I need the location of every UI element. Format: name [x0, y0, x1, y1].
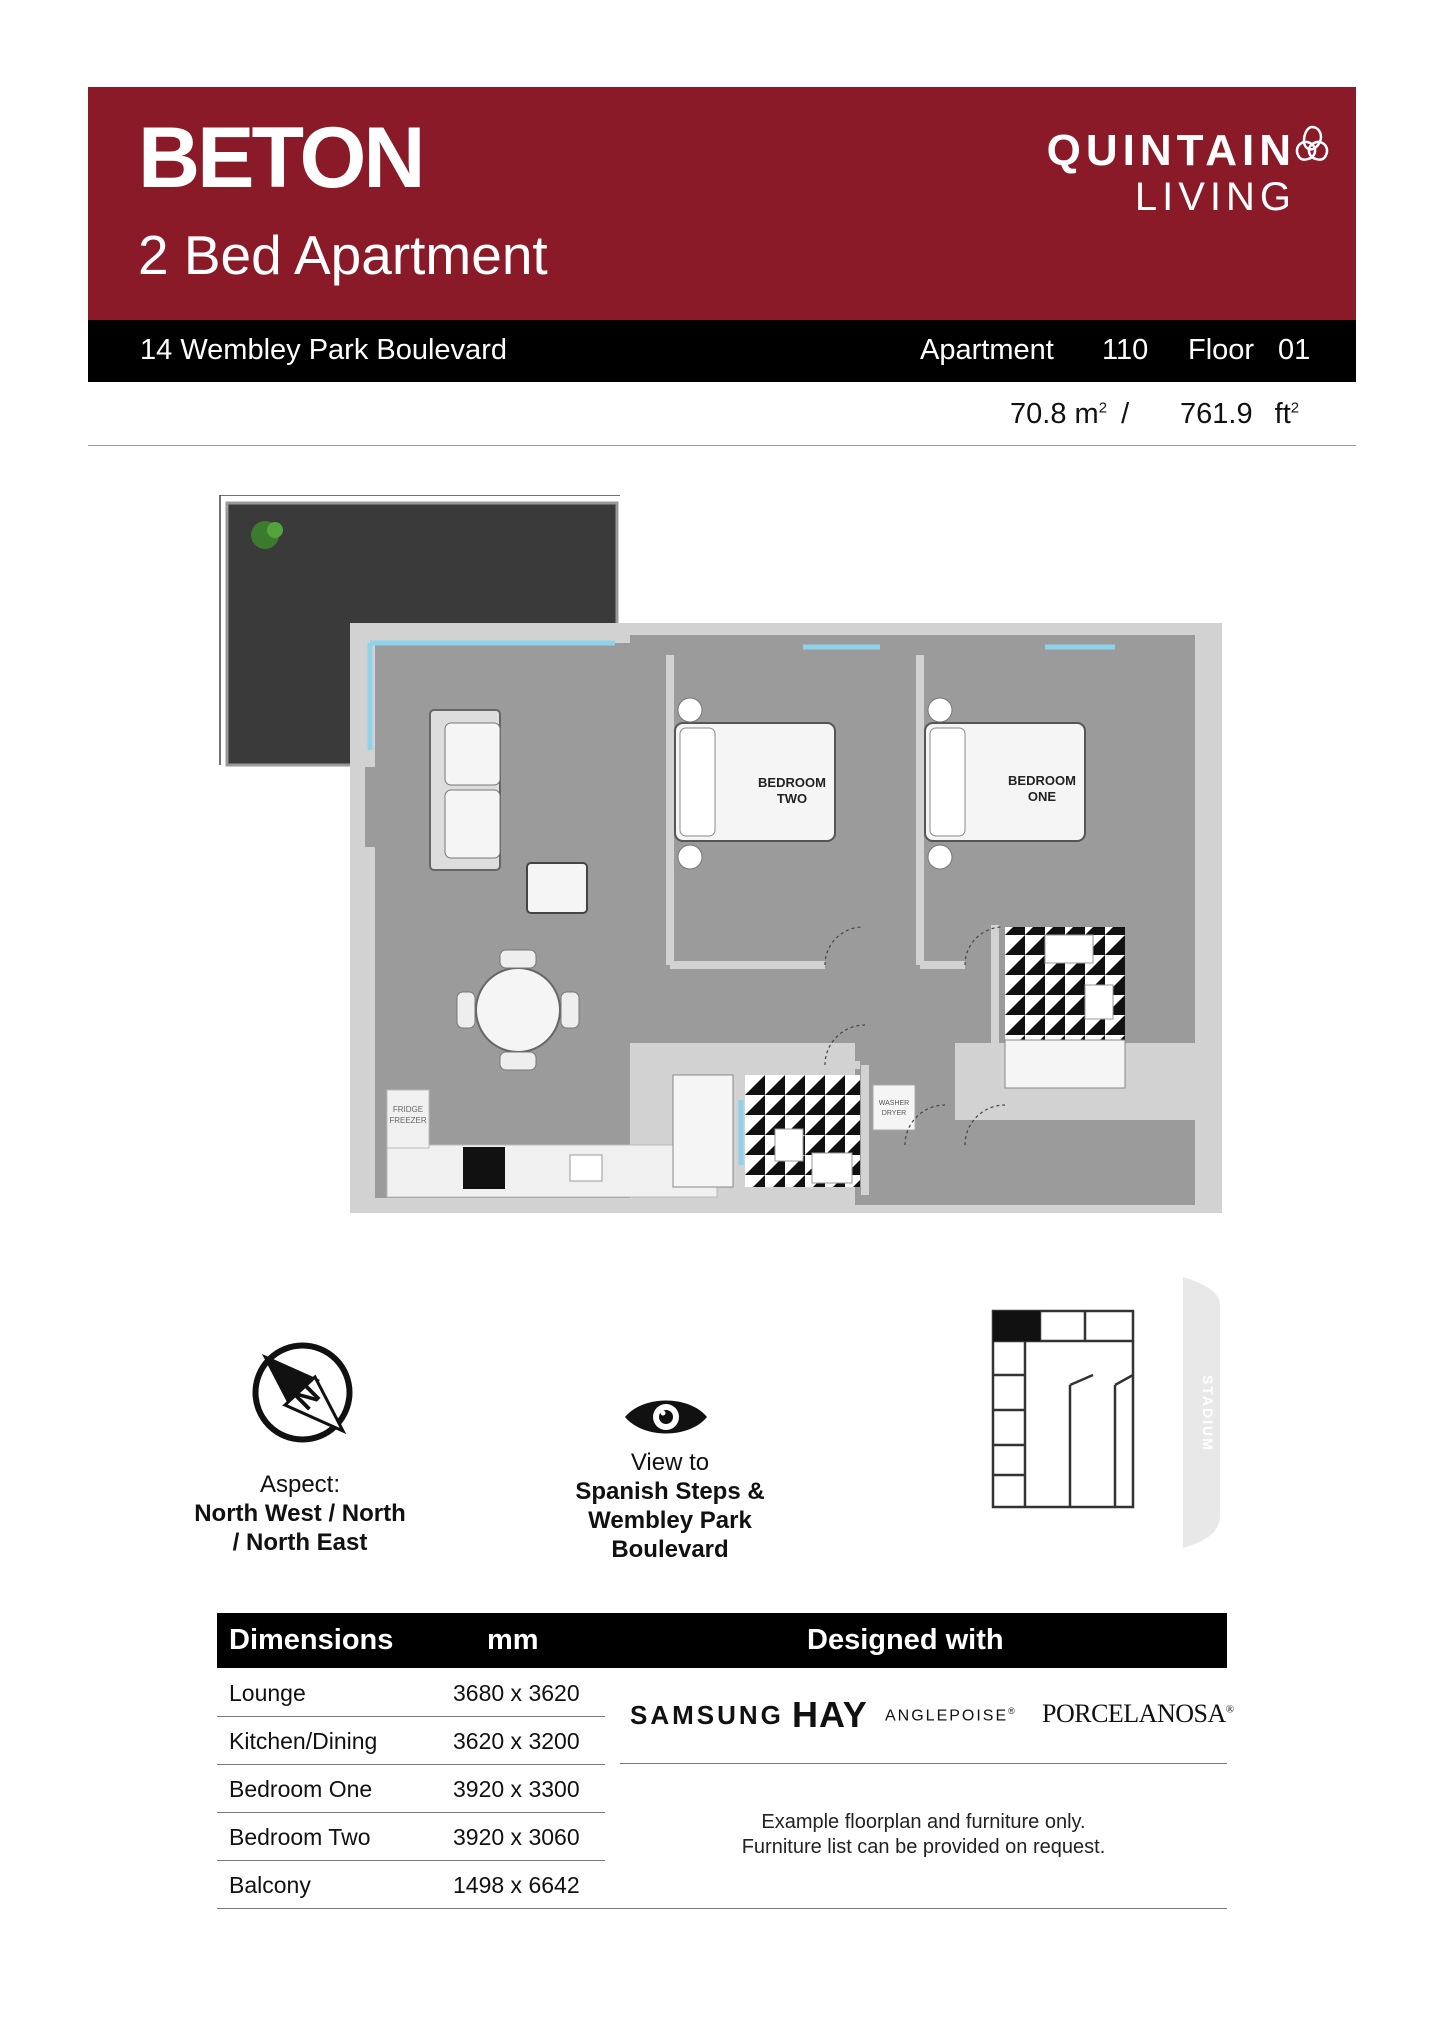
logo-word-living: LIVING — [1134, 175, 1296, 219]
logo-word-quintain: QUINTAIN — [1046, 126, 1296, 175]
room-size: 1498 x 6642 — [453, 1872, 580, 1898]
hob-icon — [463, 1147, 505, 1189]
view-line-3: Boulevard — [611, 1536, 729, 1563]
building-key-plan — [985, 1275, 1225, 1550]
note-line-2: Furniture list can be provided on request. — [741, 1836, 1106, 1858]
aspect-line-2: / North East — [232, 1529, 368, 1556]
sofa-icon — [430, 710, 500, 870]
header-band — [88, 87, 1356, 320]
room-name: Bedroom Two — [229, 1824, 371, 1850]
bedroom-two-label-2: TWO — [776, 791, 808, 806]
disclaimer-note — [620, 1810, 1227, 1860]
room-size: 3920 x 3300 — [453, 1776, 580, 1802]
table-row — [217, 1668, 605, 1717]
room-size: 3920 x 3060 — [453, 1824, 580, 1850]
fridge-freezer-label: FRIDGE — [392, 1105, 424, 1114]
anglepoise-logo: ANGLEPOISE® — [885, 1706, 1017, 1725]
stadium-label: STADIUM — [1200, 1375, 1216, 1452]
washer-dryer-label: WASHER — [878, 1100, 910, 1107]
view-label: View to — [630, 1449, 710, 1476]
floor-number: 01 — [1278, 334, 1311, 366]
table-row — [217, 1812, 605, 1861]
area-sqft: 761.9 $ft^2$ — [1180, 398, 1300, 430]
bedroom-two-label: BEDROOM — [758, 775, 826, 790]
apartment-number: 110 — [1102, 334, 1149, 366]
room-name: Kitchen/Dining — [229, 1728, 378, 1754]
unit-header: mm — [487, 1624, 539, 1656]
quintain-living-logo — [996, 126, 1296, 229]
ensuite-bathroom — [1005, 927, 1125, 1088]
main-bathroom — [673, 1075, 860, 1187]
partner-logos — [620, 1668, 1234, 1764]
eye-icon — [623, 1393, 709, 1441]
svg-text:N: N — [288, 1378, 327, 1417]
sink-icon — [570, 1155, 602, 1181]
floor-label: Floor — [1188, 334, 1255, 366]
room-size: 3680 x 3620 — [453, 1680, 580, 1706]
address-bar — [88, 320, 1356, 382]
bedroom-one-label-2: ONE — [1027, 789, 1057, 804]
washer-dryer-label-2: DRYER — [881, 1110, 907, 1117]
fridge-freezer-label-2: FREEZER — [389, 1116, 427, 1125]
trefoil-logo-icon — [1290, 123, 1334, 167]
table-header — [217, 1613, 1227, 1668]
aspect-line-1: North West / North — [194, 1500, 406, 1527]
washer-dryer-icon — [873, 1085, 915, 1130]
samsung-logo: SAMSUNG — [630, 1700, 784, 1730]
apartment-label: Apartment — [920, 334, 1054, 366]
bedroom-one-label: BEDROOM — [1008, 773, 1076, 788]
compass-north-icon — [250, 1340, 355, 1445]
porcelanosa-logo: PORCELANOSA® — [1042, 1699, 1234, 1728]
note-line-1: Example floorplan and furniture only. — [761, 1811, 1086, 1833]
designed-with-header: Designed with — [807, 1624, 1004, 1656]
dimensions-header: Dimensions — [229, 1624, 394, 1656]
room-name: Bedroom One — [229, 1776, 373, 1802]
aspect-label: Aspect: — [259, 1471, 341, 1498]
view-block — [540, 1448, 800, 1564]
room-name: Lounge — [229, 1680, 306, 1706]
unit-type: 2 Bed Apartment — [138, 224, 548, 286]
view-line-1: Spanish Steps & — [575, 1478, 765, 1505]
area-sqm: 70.8 $m^2$ / — [1010, 398, 1130, 430]
address: 14 Wembley Park Boulevard — [140, 334, 507, 366]
floor-plan — [205, 495, 1225, 1230]
divider — [88, 445, 1356, 446]
development-name: BETON — [138, 110, 423, 206]
table-row — [217, 1860, 605, 1909]
hay-logo: HAY — [792, 1694, 868, 1735]
table-row — [217, 1764, 605, 1813]
divider — [605, 1908, 1227, 1909]
aspect-block — [160, 1470, 440, 1557]
room-name: Balcony — [229, 1872, 311, 1898]
table-row — [217, 1716, 605, 1765]
view-line-2: Wembley Park — [588, 1507, 752, 1534]
armchair-icon — [527, 863, 587, 913]
apartment-location-marker — [993, 1311, 1040, 1341]
room-size: 3620 x 3200 — [453, 1728, 580, 1754]
